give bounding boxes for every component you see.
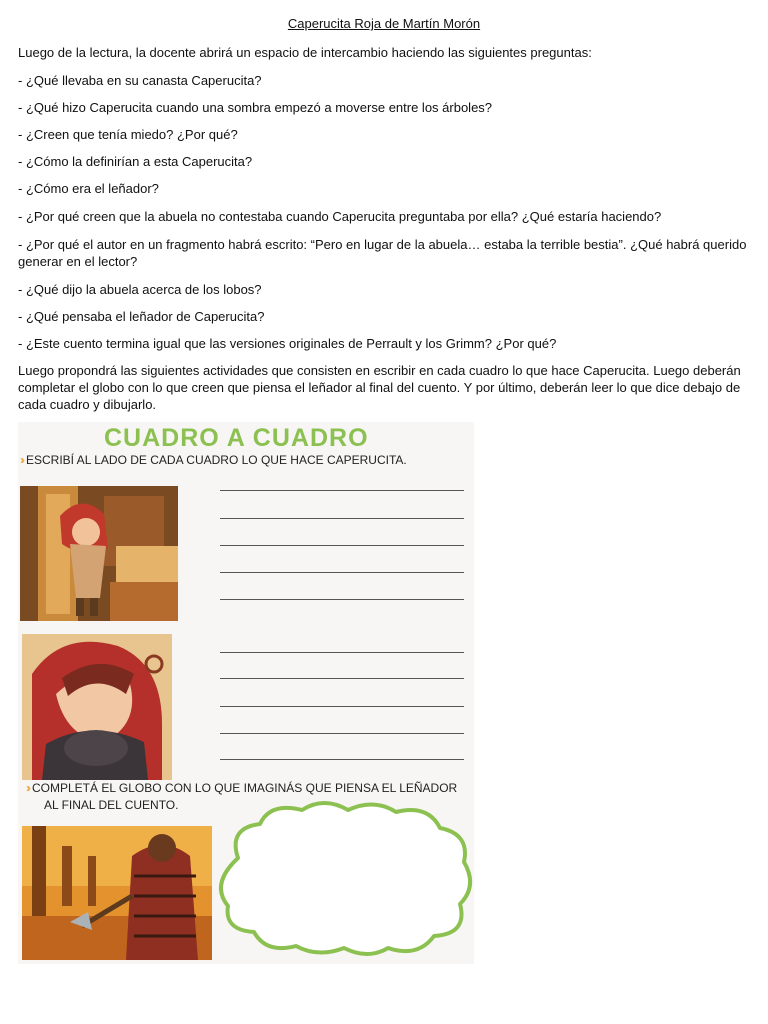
question-item: - ¿Qué hizo Caperucita cuando una sombra empezó a moverse entre los árboles? (18, 100, 493, 115)
question-item: - ¿Cómo era el leñador? (18, 181, 159, 196)
caperucita-wolf-illustration (22, 634, 172, 780)
illustration-lumberjack (22, 826, 212, 960)
writing-line (220, 759, 464, 760)
question-item: - ¿Cómo la definirían a esta Caperucita? (18, 154, 253, 169)
chevron-icon: ›› (26, 781, 28, 795)
question-item: - ¿Por qué creen que la abuela no contestaba cuando Caperucita preguntaba por ella? ¿Qué estaría haciendo? (18, 209, 662, 224)
worksheet-instruction-1: ›› ESCRIBÍ AL LADO DE CADA CUADRO LO QUE HACE CAPERUCITA. (20, 453, 407, 467)
caperucita-door-illustration (20, 486, 178, 621)
writing-line (220, 518, 464, 519)
activities-paragraph: Luego propondrá las siguientes actividades que consisten en escribir en cada cuadro lo que hace Caperucita. Luego deberán completar el globo con lo que creen que piensa el leñador al final del cuento. Y por último, deberán leer lo que dice debajo de cada cuadro y dibujarlo. (18, 363, 741, 412)
question-item: - ¿Qué pensaba el leñador de Caperucita? (18, 309, 265, 324)
worksheet-heading: CUADRO A CUADRO (104, 424, 369, 452)
chevron-icon: ›› (20, 453, 22, 467)
writing-line (220, 545, 464, 546)
writing-line (220, 490, 464, 491)
illustration-caperucita-wolf (22, 634, 172, 780)
writing-line (220, 678, 464, 679)
question-item: - ¿Por qué el autor en un fragmento habrá escrito: “Pero en lugar de la abuela… estaba la terrible bestia”. ¿Qué habrá querido generar en el lector? (18, 237, 747, 269)
intro-paragraph: Luego de la lectura, la docente abrirá un espacio de intercambio haciendo las siguientes preguntas: (18, 45, 592, 60)
question-item: - ¿Qué llevaba en su canasta Caperucita? (18, 73, 262, 88)
writing-line (220, 599, 464, 600)
question-item: - ¿Qué dijo la abuela acerca de los lobos? (18, 282, 262, 297)
worksheet-instruction-2: ›› COMPLETÁ EL GLOBO CON LO QUE IMAGINÁS QUE PIENSA EL LEÑADOR AL FINAL DEL CUENTO. (26, 781, 458, 812)
worksheet-image (18, 422, 474, 964)
question-item: - ¿Este cuento termina igual que las versiones originales de Perrault y los Grimm? ¿Por qué? (18, 336, 557, 351)
thought-cloud (208, 798, 478, 958)
lumberjack-illustration (22, 826, 212, 960)
page-title: Caperucita Roja de Martín Morón (287, 16, 481, 31)
illustration-caperucita-door (20, 486, 178, 621)
writing-line (220, 572, 464, 573)
writing-line (220, 706, 464, 707)
writing-line (220, 733, 464, 734)
writing-line (220, 652, 464, 653)
question-item: - ¿Creen que tenía miedo? ¿Por qué? (18, 127, 238, 142)
